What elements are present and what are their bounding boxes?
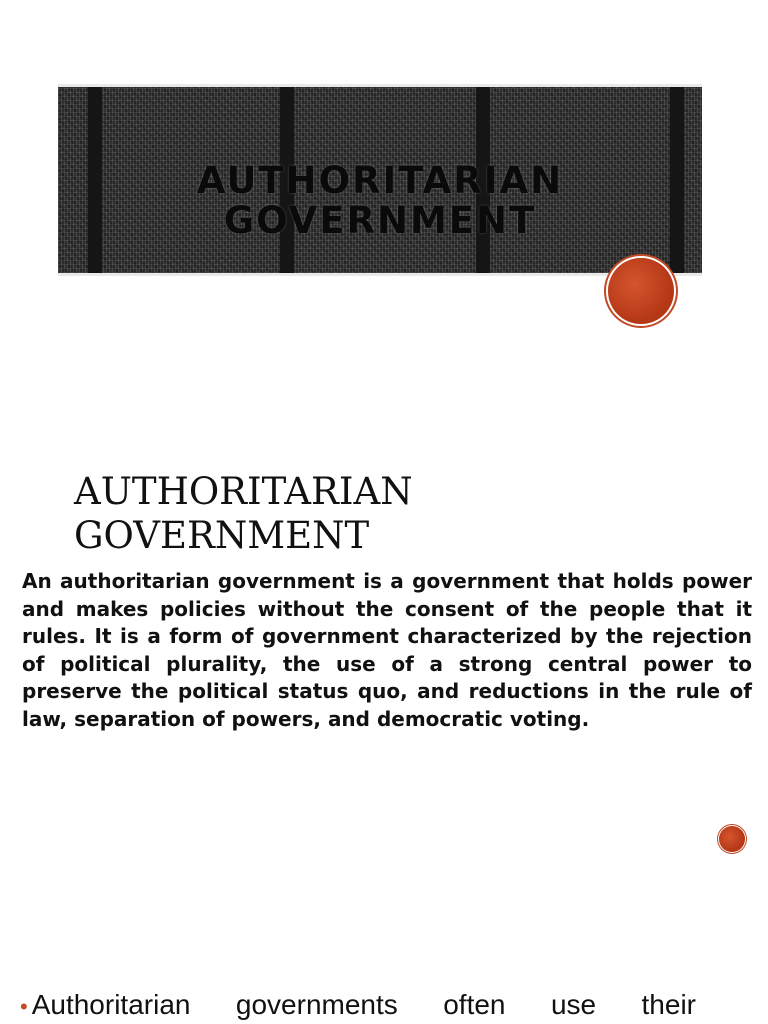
slide-title: AUTHORITARIAN GOVERNMENT	[196, 159, 564, 242]
decorative-circle	[608, 258, 674, 324]
bullet-word: use	[550, 989, 597, 1020]
bullet-slide	[0, 960, 768, 1024]
bullet-item	[20, 988, 696, 1024]
title-slide	[0, 0, 768, 420]
decorative-circle	[719, 826, 745, 852]
bullet-word: their	[641, 989, 696, 1020]
bullet-word: Authoritarian	[31, 989, 191, 1020]
title-banner	[58, 84, 702, 276]
bullet-word: often	[443, 989, 506, 1020]
definition-paragraph: An authoritarian government is a government that holds power and makes policies without the consent of the people that it rules. It is a form of government characterized by the rejection of political plurality, the use of a strong central power to preserve the political status quo, and reductions in the rule of law, separation of powers, and democratic voting.	[22, 569, 752, 731]
bullet-text	[32, 988, 696, 1022]
bullet-icon: •	[20, 994, 28, 1019]
definition-slide	[0, 460, 768, 880]
slide-heading: AUTHORITARIAN GOVERNMENT	[74, 470, 413, 557]
bullet-word: governments	[235, 989, 398, 1020]
